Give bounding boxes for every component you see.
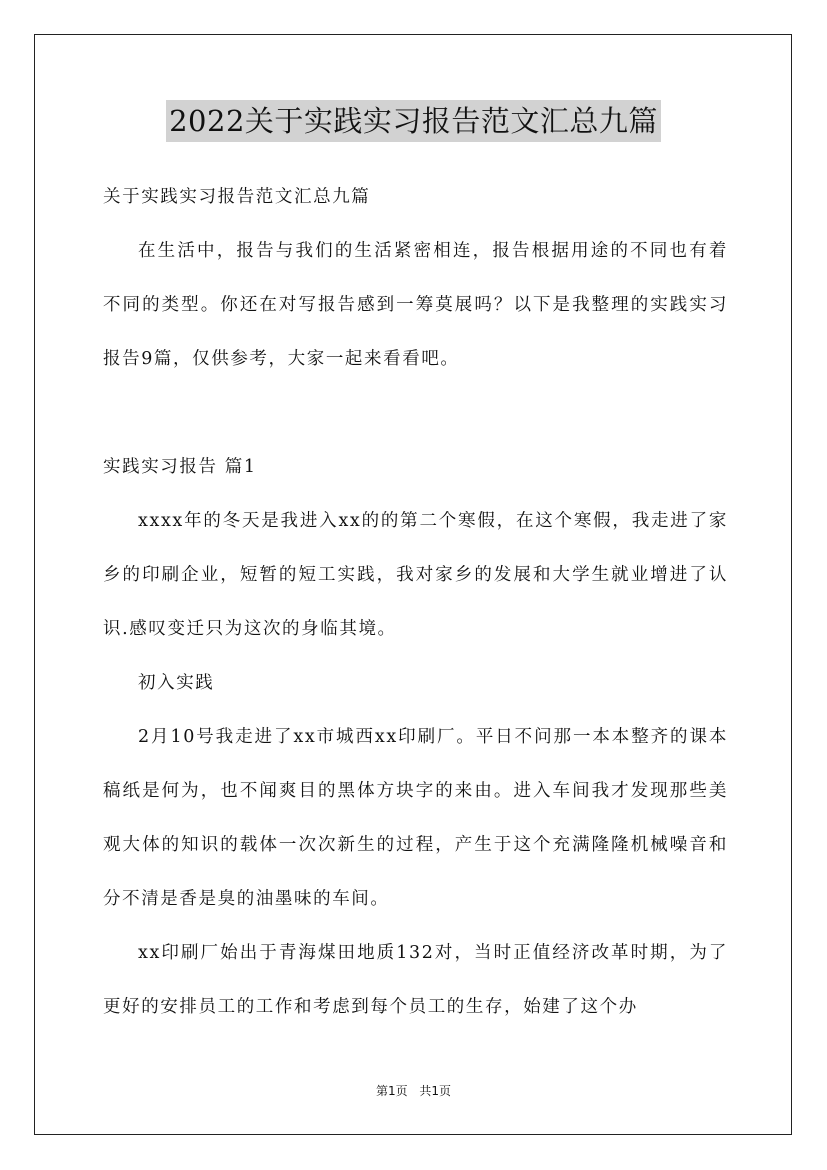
document-subtitle: 关于实践实习报告范文汇总九篇 — [103, 187, 371, 207]
document-body — [103, 170, 728, 1034]
intro-paragraph: 在生活中，报告与我们的生活紧密相连，报告根据用途的不同也有着不同的类型。你还在对写报告感到一筹莫展吗？以下是我整理的实践实习报告9篇，仅供参考，大家一起来看看吧。 — [103, 241, 728, 369]
document-title: 2022关于实践实习报告范文汇总九篇 — [166, 100, 661, 142]
body-paragraph: xxxx年的冬天是我进入xx的的第二个寒假，在这个寒假，我走进了家乡的印刷企业，短暂的短工实践，我对家乡的发展和大学生就业增进了认识.感叹变迁只为这次的身临其境。 — [103, 511, 728, 639]
page-number: 第1页 — [375, 1084, 408, 1098]
body-paragraph: 2月10号我走进了xx市城西xx印刷厂。平日不问那一本本整齐的课本稿纸是何为，也不闻爽目的黑体方块字的来由。进入车间我才发现那些美观大体的知识的载体一次次新生的过程，产生于这个充满隆隆机械噪音和分不清是香是臭的油墨味的车间。 — [103, 727, 728, 909]
page-footer — [0, 1083, 827, 1099]
spacer — [103, 386, 728, 440]
page-total: 共1页 — [419, 1084, 452, 1098]
body-subheading: 初入实践 — [138, 673, 215, 693]
title-container — [0, 100, 827, 142]
section-heading: 实践实习报告 篇1 — [103, 457, 257, 477]
body-paragraph: xx印刷厂始出于青海煤田地质132对，当时正值经济改革时期，为了更好的安排员工的工作和考虑到每个员工的生存，始建了这个办 — [103, 943, 728, 1017]
